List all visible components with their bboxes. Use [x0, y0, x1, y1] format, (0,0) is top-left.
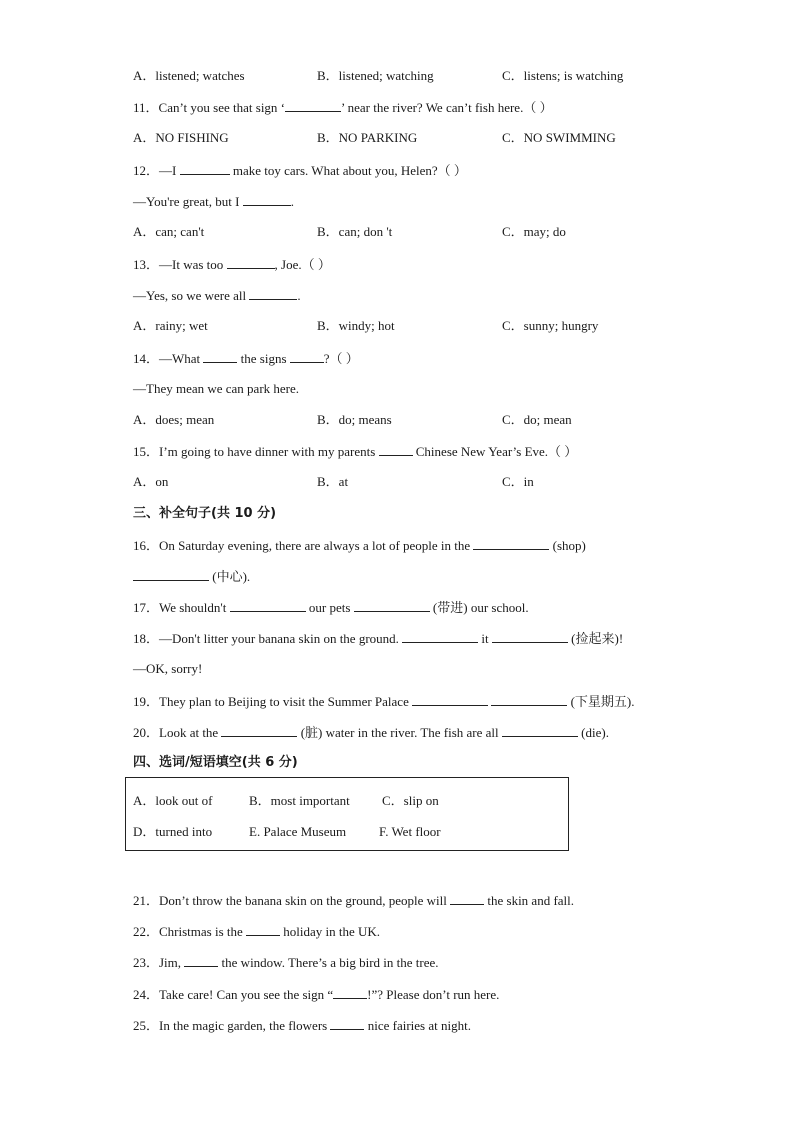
q12-blank-1[interactable]	[180, 162, 230, 175]
q19-stem-post: (下星期五).	[570, 694, 635, 709]
q10-option-b[interactable]: B．listened; watching	[317, 68, 434, 83]
q16-line2-post: (中心).	[212, 569, 251, 584]
word-bank-option-c: C．slip on	[382, 793, 439, 808]
q21-stem	[133, 892, 574, 909]
q14-blank-1[interactable]	[203, 350, 237, 363]
q13-line2-post: .	[297, 288, 301, 303]
q14-option-a[interactable]: A．does; mean	[133, 412, 215, 427]
q19-blank-1[interactable]	[412, 693, 488, 706]
q22-stem-pre: 22．Christmas is the	[133, 924, 243, 939]
q20-stem-mid: (脏) water in the river. The fish are all	[300, 725, 499, 740]
q12-option-a[interactable]: A．can; can't	[133, 224, 205, 239]
q24-stem-pre: 24．Take care! Can you see the sign “	[133, 987, 334, 1002]
q18-blank-1[interactable]	[402, 630, 478, 643]
q18-stem	[133, 630, 623, 647]
q15-blank[interactable]	[379, 443, 413, 456]
section-3-heading: 三、补全句子(共 10 分)	[133, 506, 277, 521]
q12-line2-pre: —You're great, but I	[133, 194, 240, 209]
q15-option-b[interactable]: B．at	[317, 474, 349, 489]
q11-stem	[133, 99, 553, 116]
q17-blank-1[interactable]	[230, 599, 306, 612]
q12-line2-post: .	[290, 194, 294, 209]
q17-stem	[133, 599, 529, 616]
q24-stem-post: !”? Please don’t run here.	[367, 987, 500, 1002]
q16-line2	[133, 568, 250, 585]
q12-option-c[interactable]: C．may; do	[502, 224, 566, 239]
q22-stem-post: holiday in the UK.	[283, 924, 381, 939]
q13-stem-post: , Joe.（ ）	[274, 257, 331, 272]
section-4-heading: 四、选词/短语填空(共 6 分)	[133, 755, 298, 770]
q13-blank-2[interactable]	[249, 287, 297, 300]
q13-line2	[133, 287, 301, 304]
q15-option-a[interactable]: A．on	[133, 474, 169, 489]
q16-stem-post: (shop)	[552, 538, 586, 553]
q25-stem-post: nice fairies at night.	[367, 1018, 471, 1033]
q12-line2	[133, 193, 294, 210]
q20-blank-2[interactable]	[502, 724, 578, 737]
q16-blank-1[interactable]	[473, 537, 549, 550]
q19-stem	[133, 693, 635, 710]
q22-stem	[133, 923, 380, 940]
q14-option-c[interactable]: C．do; mean	[502, 412, 572, 427]
q13-stem	[133, 256, 331, 273]
q25-stem-pre: 25．In the magic garden, the flowers	[133, 1018, 328, 1033]
q16-stem	[133, 537, 586, 554]
q20-stem-pre: 20．Look at the	[133, 725, 219, 740]
q16-blank-2[interactable]	[133, 568, 209, 581]
q24-stem	[133, 986, 499, 1003]
q21-blank[interactable]	[450, 892, 484, 905]
q18-stem-post: (捡起来)!	[571, 631, 624, 646]
q23-blank[interactable]	[184, 954, 218, 967]
q12-stem	[133, 162, 467, 179]
q20-stem-post: (die).	[581, 725, 609, 740]
q10-option-c[interactable]: C．listens; is watching	[502, 68, 624, 83]
q14-blank-2[interactable]	[290, 350, 324, 363]
q11-stem-pre: 11．Can’t you see that sign ‘	[133, 100, 286, 115]
q14-line2: —They mean we can park here.	[133, 381, 300, 396]
word-bank-option-e: E. Palace Museum	[249, 824, 347, 839]
q14-stem-pre: 14．—What	[133, 351, 201, 366]
q14-option-b[interactable]: B．do; means	[317, 412, 392, 427]
word-bank-option-a: A．look out of	[133, 793, 213, 808]
q13-option-a[interactable]: A．rainy; wet	[133, 318, 208, 333]
q13-stem-pre: 13．—It was too	[133, 257, 224, 272]
q23-stem	[133, 954, 439, 971]
q15-stem-pre: 15．I’m going to have dinner with my parents	[133, 444, 376, 459]
q10-option-a[interactable]: A．listened; watches	[133, 68, 245, 83]
q20-blank-1[interactable]	[221, 724, 297, 737]
q15-stem	[133, 443, 577, 460]
q17-stem-mid: our pets	[308, 600, 351, 615]
q17-stem-post: (带进) our school.	[432, 600, 529, 615]
q18-stem-pre: 18．—Don't litter your banana skin on the ground.	[133, 631, 399, 646]
q13-line2-pre: —Yes, so we were all	[133, 288, 247, 303]
q22-blank[interactable]	[246, 923, 280, 936]
q13-blank-1[interactable]	[227, 256, 275, 269]
q11-option-a[interactable]: A．NO FISHING	[133, 130, 229, 145]
q17-blank-2[interactable]	[354, 599, 430, 612]
q18-line2: —OK, sorry!	[133, 661, 203, 676]
q12-blank-2[interactable]	[243, 193, 291, 206]
q18-stem-mid: it	[481, 631, 489, 646]
q18-blank-2[interactable]	[492, 630, 568, 643]
q21-stem-post: the skin and fall.	[487, 893, 575, 908]
q14-stem-post: ?（ ）	[323, 351, 359, 366]
q25-stem	[133, 1017, 471, 1034]
q23-stem-post: the window. There’s a big bird in the tree.	[221, 955, 439, 970]
q16-stem-pre: 16．On Saturday evening, there are always a lot of people in the	[133, 538, 471, 553]
q12-stem-pre: 12．—I	[133, 163, 177, 178]
q19-blank-2[interactable]	[491, 693, 567, 706]
word-bank-option-d: D．turned into	[133, 824, 213, 839]
q17-stem-pre: 17．We shouldn't	[133, 600, 227, 615]
q15-stem-post: Chinese New Year’s Eve.（ ）	[415, 444, 578, 459]
q14-stem-mid: the signs	[240, 351, 287, 366]
word-bank-option-b: B．most important	[249, 793, 350, 808]
q12-option-b[interactable]: B．can; don 't	[317, 224, 393, 239]
q11-blank[interactable]	[285, 99, 341, 112]
word-bank-option-f: F. Wet floor	[379, 824, 441, 839]
q12-stem-post: make toy cars. What about you, Helen?（ ）	[232, 163, 467, 178]
q13-option-b[interactable]: B．windy; hot	[317, 318, 395, 333]
q24-blank[interactable]	[333, 986, 367, 999]
q15-option-c[interactable]: C．in	[502, 474, 534, 489]
q11-option-b[interactable]: B．NO PARKING	[317, 130, 418, 145]
q19-stem-pre: 19．They plan to Beijing to visit the Summer Palace	[133, 694, 409, 709]
q25-blank[interactable]	[330, 1017, 364, 1030]
q13-option-c[interactable]: C．sunny; hungry	[502, 318, 599, 333]
q11-option-c[interactable]: C．NO SWIMMING	[502, 130, 616, 145]
q20-stem	[133, 724, 609, 741]
q23-stem-pre: 23．Jim,	[133, 955, 182, 970]
q21-stem-pre: 21．Don’t throw the banana skin on the ground, people will	[133, 893, 447, 908]
q11-stem-post: ’ near the river? We can’t fish here.（ ）	[341, 100, 553, 115]
q14-stem	[133, 350, 359, 367]
